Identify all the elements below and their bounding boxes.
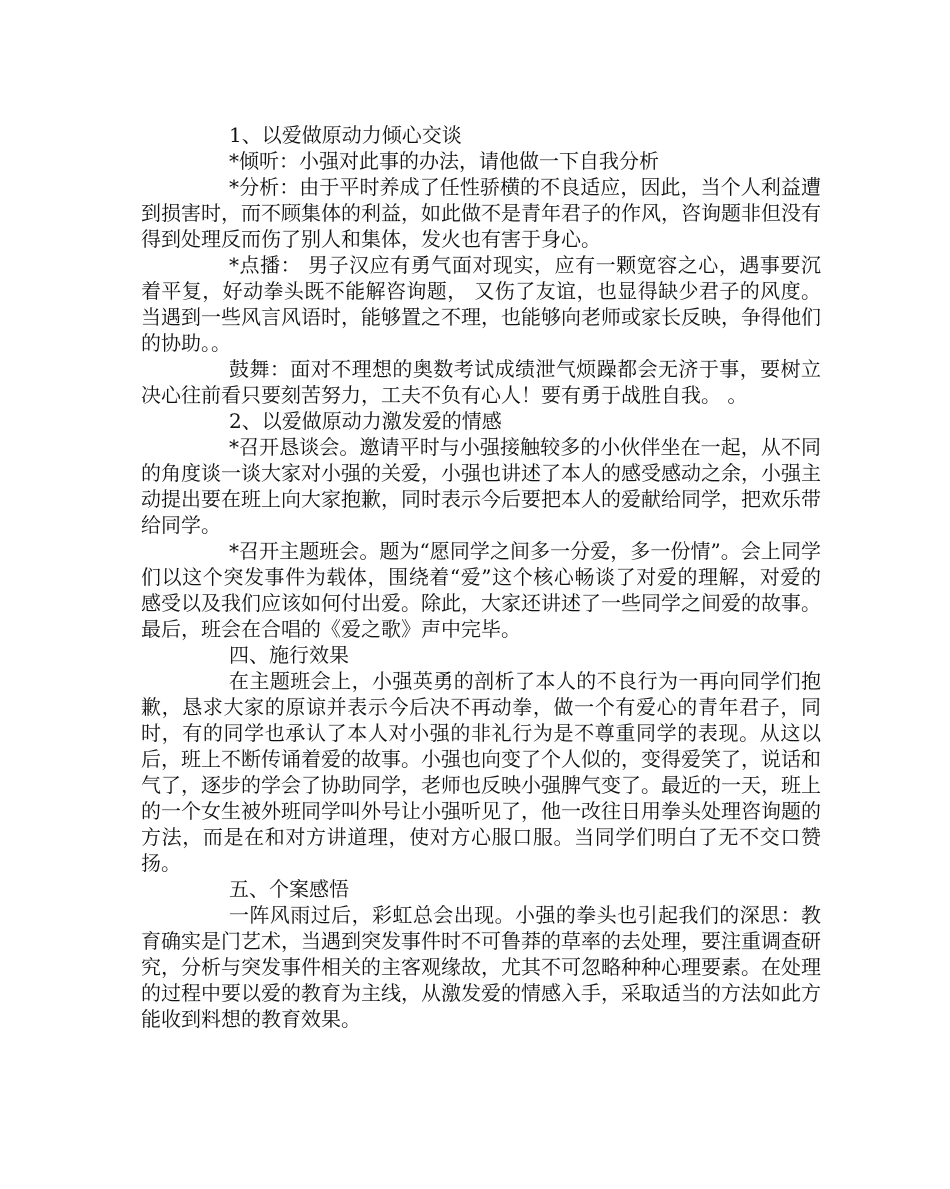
paragraph-theme-class-meeting: *召开主题班会。题为“愿同学之间多一分爱，多一份情”。会上同学们以这个突发事件为载体，围绕着“爱”这个核心畅谈了对爱的理解，对爱的感受以及我们应该如何付出爱。除此，大家还讲述了一些同学之间爱的故事。最后，班会在合唱的《爱之歌》声中完毕。 bbox=[141, 539, 821, 641]
document-body bbox=[141, 122, 821, 1032]
paragraph-effect-description: 在主题班会上，小强英勇的剖析了本人的不良行为一再向同学们抱歉，恳求大家的原谅并表示今后决不再动拳，做一个有爱心的青年君子，同时，有的同学也承认了本人对小强的非礼行为是不尊重同学的表现。从这以后，班上不断传诵着爱的故事。小强也向变了个人似的，变得爱笑了，说话和气了，逐步的学会了协助同学，老师也反映小强脾气变了。最近的一天，班上的一个女生被外班同学叫外号让小强听见了，他一改往日用拳头处理咨询题的方法，而是在和对方讲道理，使对方心服口服。当同学们明白了无不交口赞扬。 bbox=[141, 669, 821, 875]
heading-case-reflection: 五、个案感悟 bbox=[229, 877, 349, 901]
paragraph-listen: *倾听：小强对此事的办法，请他做一下自我分析 bbox=[229, 149, 659, 173]
heading-love-as-motivation-talk: 1、以爱做原动力倾心交谈 bbox=[229, 123, 462, 147]
heading-implementation-effect: 四、施行效果 bbox=[229, 643, 349, 667]
paragraph-heart-to-heart-meeting: *召开恳谈会。邀请平时与小强接触较多的小伙伴坐在一起，从不同的角度谈一谈大家对小强的关爱，小强也讲述了本人的感受感动之余，小强主动提出要在班上向大家抱歉，同时表示今后要把本人的爱献给同学，把欢乐带给同学。 bbox=[141, 435, 821, 537]
paragraph-encouragement: 鼓舞：面对不理想的奥数考试成绩泄气烦躁都会无济于事，要树立决心往前看只要刻苦努力，工夫不负有心人！要有勇于战胜自我。 。 bbox=[141, 357, 821, 407]
paragraph-guidance: *点播： 男子汉应有勇气面对现实，应有一颗宽容之心，遇事要沉着平复，好动拳头既不能解咨询题， 又伤了友谊，也显得缺少君子的风度。当遇到一些风言风语时，能够置之不理，也能够向老师或家长反映，争得他们的协助。。 bbox=[141, 253, 821, 355]
paragraph-reflection: 一阵风雨过后，彩虹总会出现。小强的拳头也引起我们的深思：教育确实是门艺术，当遇到突发事件时不可鲁莽的草率的去处理，要注重调查研究，分析与突发事件相关的主客观缘故，尤其不可忽略种种心理要素。在处理的过程中要以爱的教育为主线，从激发爱的情感入手，采取适当的方法如此方能收到料想的教育效果。 bbox=[141, 903, 821, 1031]
heading-love-as-motivation-emotion: 2、以爱做原动力激发爱的情感 bbox=[229, 409, 502, 433]
paragraph-analysis: *分析：由于平时养成了任性骄横的不良适应，因此，当个人利益遭到损害时，而不顾集体的利益，如此做不是青年君子的作风，咨询题非但没有得到处理反而伤了别人和集体，发火也有害于身心。 bbox=[141, 175, 821, 251]
